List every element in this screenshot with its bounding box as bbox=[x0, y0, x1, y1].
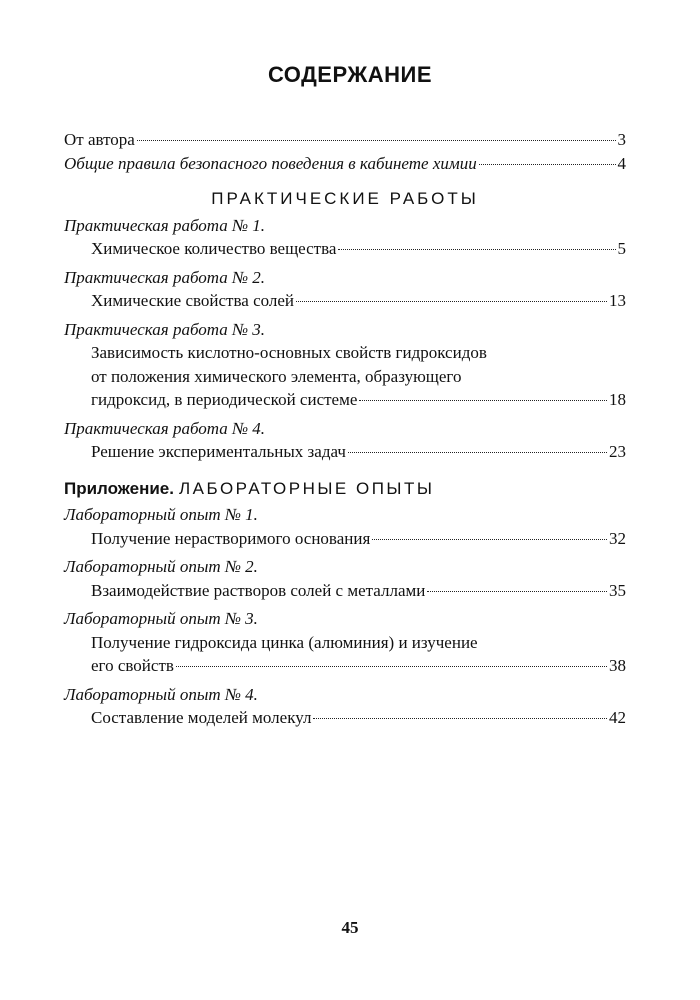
toc-entry-text: Общие правила безопасного поведения в кабинете химии bbox=[64, 153, 477, 173]
toc-entry-practical-1[interactable] bbox=[64, 214, 626, 261]
entry-title: Решение экспериментальных задач bbox=[91, 442, 346, 461]
toc-entry-author[interactable] bbox=[64, 128, 626, 152]
toc-entry-lab-4[interactable] bbox=[64, 683, 626, 730]
appendix-label: Приложение. bbox=[64, 478, 174, 498]
entry-title-line bbox=[64, 654, 626, 678]
dot-leader bbox=[137, 140, 616, 141]
entry-title: Химические свойства солей bbox=[91, 291, 295, 310]
dot-leader bbox=[479, 164, 616, 165]
toc-entry-lab-2[interactable] bbox=[64, 555, 626, 602]
dot-leader bbox=[359, 400, 607, 401]
entry-label: Практическая работа № 1. bbox=[64, 215, 266, 235]
entry-title-line bbox=[64, 289, 626, 313]
entry-label: Лабораторный опыт № 4. bbox=[64, 684, 258, 704]
toc-entry-practical-3[interactable] bbox=[64, 318, 626, 412]
entry-title: Получение гидроксида цинка (алюминия) и изучение bbox=[91, 632, 478, 652]
entry-title: Зависимость кислотно-основных свойств гидроксидов bbox=[91, 343, 487, 362]
dot-leader bbox=[313, 718, 607, 719]
dot-leader bbox=[176, 666, 607, 667]
dot-leader bbox=[372, 539, 607, 540]
entry-label: Лабораторный опыт № 2. bbox=[64, 557, 258, 576]
entry-title-line bbox=[64, 579, 626, 603]
toc-entry-text: От автора bbox=[64, 130, 135, 149]
entry-title: Получение нерастворимого основания bbox=[91, 528, 371, 548]
entry-title-line bbox=[64, 440, 626, 464]
toc-page-number: 4 bbox=[617, 153, 626, 173]
entry-title: Взаимодействие растворов солей с металлами bbox=[91, 580, 426, 600]
entry-label: Практическая работа № 3. bbox=[64, 319, 266, 339]
toc-page-number: 5 bbox=[617, 239, 626, 258]
page-title: СОДЕРЖАНИЕ bbox=[267, 62, 433, 87]
entry-label: Практическая работа № 4. bbox=[64, 418, 266, 438]
toc-entry-safety-rules[interactable] bbox=[64, 152, 626, 176]
practical-section bbox=[64, 214, 626, 464]
table-of-contents bbox=[64, 128, 626, 730]
toc-page-number: 42 bbox=[609, 708, 626, 727]
entry-title: Химическое количество вещества bbox=[91, 239, 337, 258]
entry-title: от положения химического элемента, образующего bbox=[91, 366, 462, 386]
entry-title-line bbox=[64, 388, 626, 412]
entry-title-line bbox=[64, 706, 626, 730]
toc-page-number: 35 bbox=[609, 580, 626, 600]
dot-leader bbox=[427, 591, 607, 592]
toc-entry-practical-2[interactable] bbox=[64, 266, 626, 313]
toc-page-number: 3 bbox=[617, 130, 626, 149]
page-number: 45 bbox=[341, 918, 359, 937]
appendix-section bbox=[64, 503, 626, 730]
dot-leader bbox=[348, 452, 607, 453]
toc-page-number: 38 bbox=[609, 656, 626, 675]
entry-title: Составление моделей молекул bbox=[91, 708, 312, 727]
entry-title: гидроксид, в периодической системе bbox=[91, 390, 358, 409]
toc-entry-practical-4[interactable] bbox=[64, 417, 626, 464]
toc-page-number: 32 bbox=[609, 528, 626, 548]
toc-page-number: 18 bbox=[609, 390, 626, 409]
toc-entry-lab-3[interactable] bbox=[64, 607, 626, 678]
entry-title-line bbox=[64, 527, 626, 551]
entry-label: Лабораторный опыт № 1. bbox=[64, 505, 258, 524]
entry-label: Лабораторный опыт № 3. bbox=[64, 609, 258, 628]
toc-entry-lab-1[interactable] bbox=[64, 503, 626, 550]
appendix-title: ЛАБОРАТОРНЫЕ ОПЫТЫ bbox=[179, 478, 435, 498]
toc-page-number: 13 bbox=[609, 291, 626, 310]
dot-leader bbox=[296, 301, 607, 302]
entry-title: его свойств bbox=[91, 656, 174, 675]
entry-label: Практическая работа № 2. bbox=[64, 267, 266, 287]
section-heading-appendix bbox=[64, 477, 626, 501]
dot-leader bbox=[338, 249, 615, 250]
toc-page-number: 23 bbox=[609, 442, 626, 461]
section-heading-practical: ПРАКТИЧЕСКИЕ РАБОТЫ bbox=[211, 189, 479, 208]
entry-title-line bbox=[64, 237, 626, 261]
